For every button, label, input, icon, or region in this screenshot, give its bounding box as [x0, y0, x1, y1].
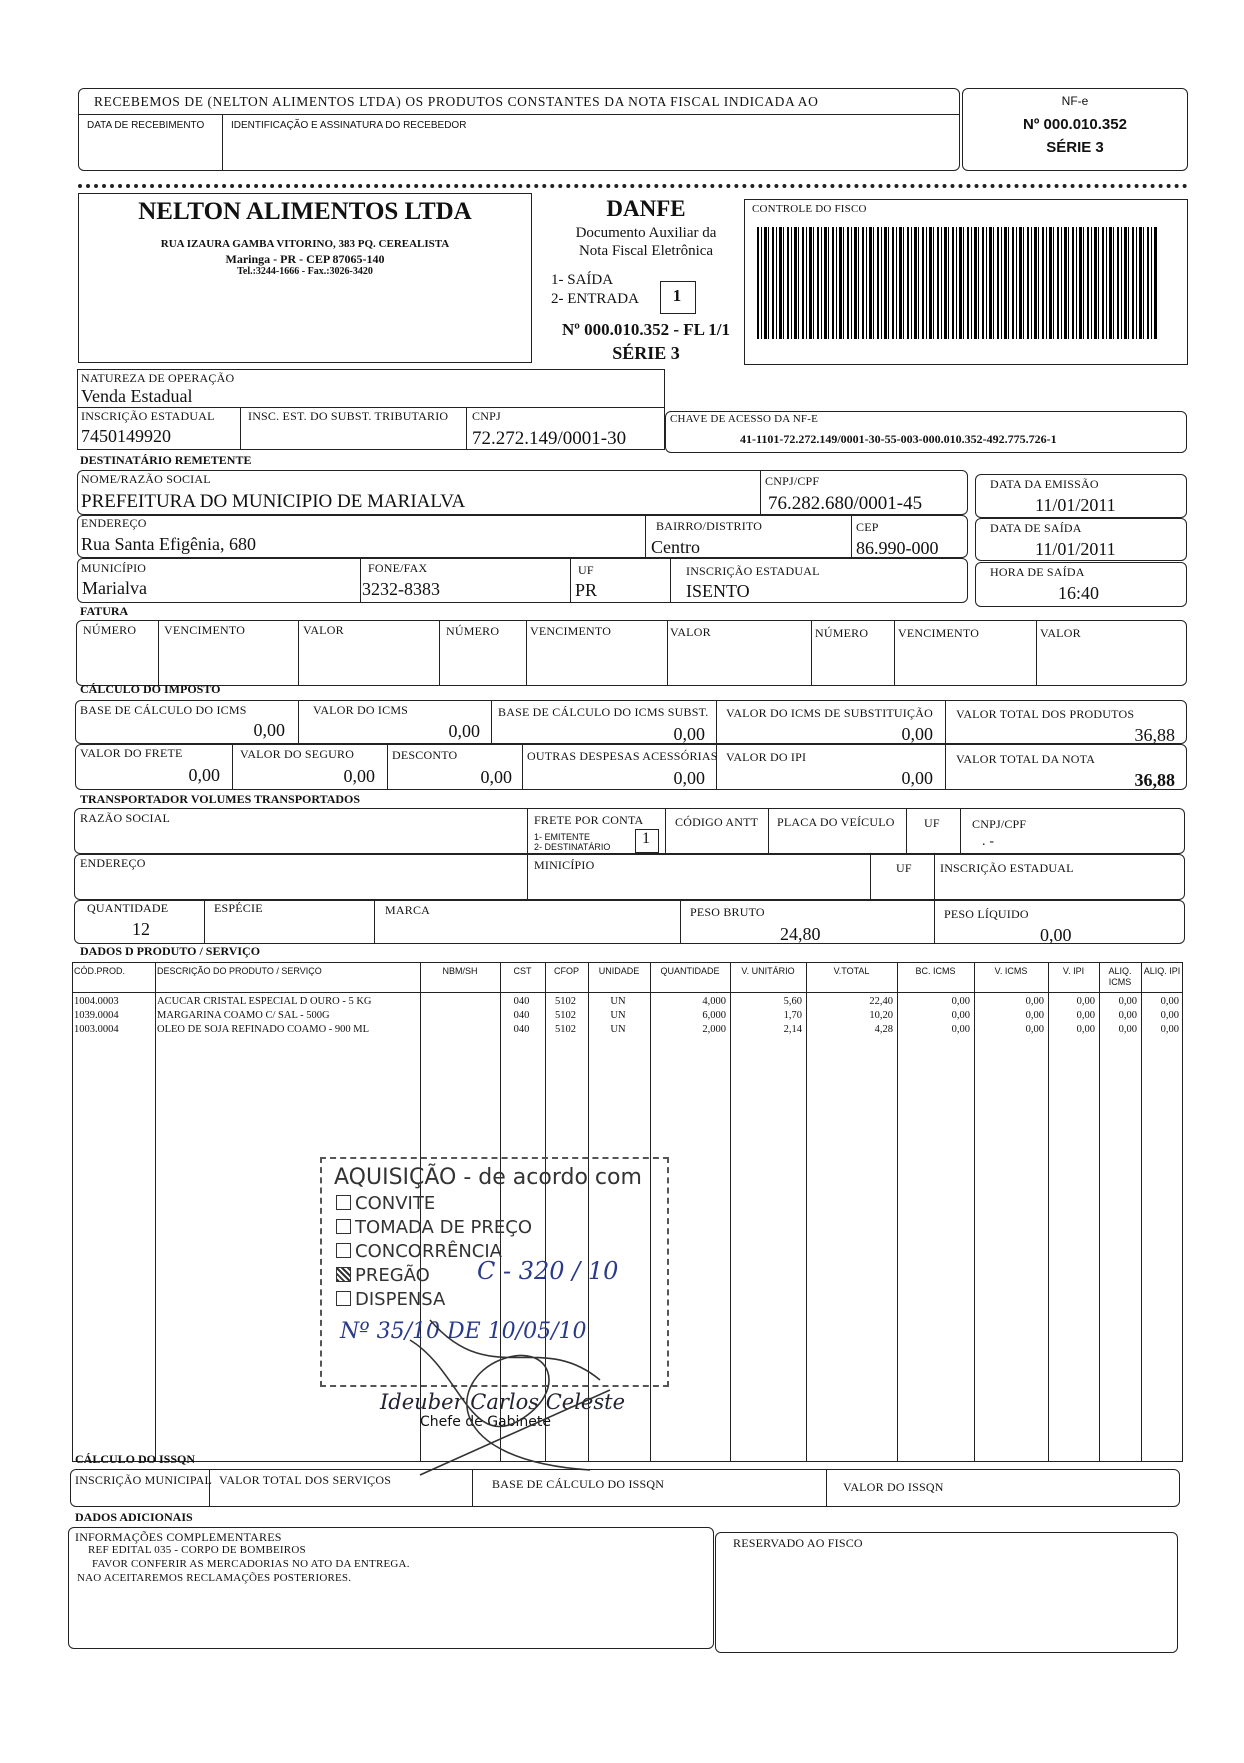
ie-value: 7450149920 [81, 426, 171, 446]
total-nota: 36,88 [1134, 770, 1175, 790]
dest-endereco: Rua Santa Efigênia, 680 [81, 534, 256, 554]
produtos-header-cell: CFOP [553, 966, 579, 976]
seguro: 0,00 [343, 766, 375, 786]
fatura-numero-1: NÚMERO [83, 623, 137, 637]
produtos-header-line [72, 992, 1183, 993]
chave-value: 41-1101-72.272.149/0001-30-55-003-000.010.352-492.775.726-1 [740, 432, 1057, 446]
transp-razao-label: RAZÃO SOCIAL [80, 811, 171, 825]
transp-ie-label: INSCRIÇÃO ESTADUAL [940, 861, 1074, 875]
dest-municipio: Marialva [82, 578, 147, 598]
produtos-cell: 0,00 [1118, 996, 1137, 1007]
base-subst-label: BASE DE CÁLCULO DO ICMS SUBST. [498, 705, 709, 719]
ipi: 0,00 [901, 768, 933, 788]
produtos-cell: 0,00 [1025, 1024, 1044, 1035]
tr3-div1 [204, 900, 205, 944]
transp-municipio-label: MINICÍPIO [534, 858, 595, 872]
base-icms: 0,00 [253, 720, 285, 740]
produtos-cell: OLEO DE SOJA REFINADO COAMO - 900 ML [157, 1024, 370, 1035]
produtos-cell: 22,40 [869, 996, 893, 1007]
produtos-header-cell: V. IPI [1062, 966, 1085, 976]
stamp-opt1-label: CONVITE [355, 1193, 436, 1214]
fatura-valor-2: VALOR [670, 625, 711, 639]
dest-saida: 11/01/2011 [1035, 539, 1116, 559]
transp-cnpj: . - [982, 834, 995, 849]
imp2-div2 [387, 744, 388, 790]
issqn-base-label: BASE DE CÁLCULO DO ISSQN [492, 1477, 665, 1491]
produtos-cell: 1039.0004 [74, 1010, 119, 1021]
fatura-vencimento-2: VENCIMENTO [530, 624, 612, 638]
produtos-header-cell: BC. ICMS [915, 966, 956, 976]
fatura-valor-1: VALOR [303, 623, 344, 637]
dest-hora: 16:40 [1058, 583, 1100, 603]
icms-subst-label: VALOR DO ICMS DE SUBSTITUIÇÃO [726, 706, 933, 720]
fatura-vencimento-1: VENCIMENTO [164, 623, 246, 637]
dest-uf-divider [570, 558, 571, 603]
produtos-cell: 6,000 [702, 1010, 726, 1021]
info-line2: FAVOR CONFERIR AS MERCADORIAS NO ATO DA ENTREGA. [92, 1558, 410, 1570]
dest-emissao-label: DATA DA EMISSÃO [990, 477, 1099, 491]
emitente-endereco: RUA IZAURA GAMBA VITORINO, 383 PQ. CEREALISTA [160, 238, 450, 250]
produtos-header-cell: ALIQ. IPI [1143, 966, 1181, 976]
identificacao-label: IDENTIFICAÇÃO E ASSINATURA DO RECEBEDOR [231, 120, 467, 131]
checkbox-icon [336, 1219, 351, 1234]
transp-frete-value: 1 [642, 830, 650, 847]
fatura-div7 [894, 620, 895, 686]
dest-emissao: 11/01/2011 [1035, 495, 1116, 515]
dest-ie-label: INSCRIÇÃO ESTADUAL [686, 564, 820, 578]
stamp-opt4-label: PREGÃO [355, 1265, 430, 1286]
produtos-cell: 0,00 [1076, 1010, 1095, 1021]
stamp-opt1 [336, 1193, 435, 1214]
seguro-label: VALOR DO SEGURO [240, 747, 355, 761]
danfe-title: DANFE [606, 196, 686, 221]
natureza-label: NATUREZA DE OPERAÇÃO [81, 371, 235, 385]
dest-cnpj-label: CNPJ/CPF [765, 474, 820, 488]
cnpj-label: CNPJ [472, 409, 501, 423]
tr-div4 [906, 808, 907, 854]
fatura-div3 [439, 620, 440, 686]
tr3-div2 [374, 900, 375, 944]
adicionais-section: DADOS ADICIONAIS [75, 1510, 193, 1524]
checked-box-icon [336, 1267, 351, 1282]
especie-label: ESPÉCIE [214, 901, 263, 915]
danfe-subtitle2: Nota Fiscal Eletrônica [578, 243, 714, 259]
dest-cnpj-divider [760, 470, 761, 515]
stamp-numero: Nº 35/10 DE 10/05/10 [340, 1319, 587, 1344]
produtos-cell: 0,00 [1160, 996, 1179, 1007]
emitente-telefone: Tel.:3244-1666 - Fax.:3026-3420 [237, 266, 373, 277]
produtos-column-divider [806, 962, 807, 1462]
outras: 0,00 [673, 768, 705, 788]
produtos-header-cell: CST [513, 966, 532, 976]
fatura-div5 [667, 620, 668, 686]
canhoto-serie: SÉRIE 3 [1046, 139, 1104, 156]
produtos-cell: 0,00 [951, 1024, 970, 1035]
tr-div5 [960, 808, 961, 854]
produtos-header-cell: QUANTIDADE [660, 966, 720, 976]
base-subst: 0,00 [673, 724, 705, 744]
valor-icms-label: VALOR DO ICMS [313, 703, 409, 717]
produtos-header-cell: NBM/SH [442, 966, 478, 976]
cut-line [78, 184, 1188, 188]
ie-label: INSCRIÇÃO ESTADUAL [81, 409, 215, 423]
produtos-cell: 0,00 [951, 996, 970, 1007]
fisco-label: RESERVADO AO FISCO [733, 1536, 863, 1550]
produtos-cell: 0,00 [1160, 1024, 1179, 1035]
transportador-section: TRANSPORTADOR VOLUMES TRANSPORTADOS [80, 792, 361, 806]
danfe-serie: SÉRIE 3 [612, 343, 680, 363]
produtos-cell: 1,70 [783, 1010, 802, 1021]
produtos-cell: 0,00 [1025, 996, 1044, 1007]
tr3-div3 [680, 900, 681, 944]
produtos-cell: 0,00 [1118, 1010, 1137, 1021]
danfe-numero: Nº 000.010.352 - FL 1/1 [561, 320, 731, 339]
fatura-numero-2: NÚMERO [446, 624, 500, 638]
produtos-cell: 1003.0004 [74, 1024, 119, 1035]
stamp-opt4 [336, 1265, 430, 1286]
produtos-cell: 0,00 [1076, 1024, 1095, 1035]
ipi-label: VALOR DO IPI [726, 750, 807, 764]
icms-subst: 0,00 [901, 724, 933, 744]
dest-cnpj: 76.282.680/0001-45 [768, 493, 923, 514]
dest-fone: 3232-8383 [362, 579, 440, 599]
produtos-cell: 0,00 [1076, 996, 1095, 1007]
imp-div4 [945, 700, 946, 744]
produtos-cell: 0,00 [1118, 1024, 1137, 1035]
produtos-cell: 2,14 [783, 1024, 802, 1035]
produtos-header-cell: V. ICMS [994, 966, 1028, 976]
fatura-div6 [811, 620, 812, 686]
cnpj-divider [466, 408, 467, 450]
imp2-div3 [522, 744, 523, 790]
produtos-cell: 0,00 [1025, 1010, 1044, 1021]
produtos-column-divider [897, 962, 898, 1462]
info-line3: NAO ACEITAREMOS RECLAMAÇÕES POSTERIORES. [77, 1572, 352, 1584]
produtos-section: DADOS D PRODUTO / SERVIÇO [80, 944, 261, 958]
produtos-cell: ACUCAR CRISTAL ESPECIAL D OURO - 5 KG [157, 996, 372, 1007]
dest-ie: ISENTO [686, 581, 750, 601]
issqn-servicos-label: VALOR TOTAL DOS SERVIÇOS [219, 1473, 392, 1487]
transp-antt-label: CÓDIGO ANTT [675, 815, 759, 829]
produtos-cell: 040 [513, 1010, 530, 1021]
imposto-section: CÁLCULO DO IMPOSTO [80, 682, 221, 696]
signature-scribble [400, 1300, 620, 1480]
imp-div1 [298, 700, 299, 744]
canhoto-numero: Nº 000.010.352 [1023, 116, 1127, 133]
transp-uf2-label: UF [896, 861, 912, 875]
produtos-cell: 040 [513, 996, 530, 1007]
signature-name: Ideuber Carlos Celeste [380, 1390, 625, 1414]
stamp-opt2-label: TOMADA DE PREÇO [355, 1217, 533, 1238]
produtos-cell: 5102 [555, 1024, 576, 1035]
desconto: 0,00 [480, 767, 512, 787]
dest-municipio-label: MUNICÍPIO [81, 561, 147, 575]
checkbox-icon [336, 1291, 351, 1306]
tr3-div4 [934, 900, 935, 944]
dest-uf-label: UF [578, 563, 594, 577]
issqn-div2 [472, 1469, 473, 1507]
issqn-inscricao-label: INSCRIÇÃO MUNICIPAL [75, 1473, 213, 1487]
transp-frete-opt1: 1- EMITENTE [534, 832, 591, 842]
produtos-column-divider [730, 962, 731, 1462]
dest-fone-label: FONE/FAX [368, 561, 428, 575]
produtos-header-cell: UNIDADE [598, 966, 640, 976]
info-line1: REF EDITAL 035 - CORPO DE BOMBEIROS [88, 1544, 306, 1556]
produtos-cell: UN [610, 1024, 626, 1035]
dest-nome: PREFEITURA DO MUNICIPIO DE MARIALVA [81, 491, 466, 512]
danfe-saida: 1- SAÍDA [551, 272, 614, 288]
valor-icms: 0,00 [448, 721, 480, 741]
base-icms-label: BASE DE CÁLCULO DO ICMS [80, 703, 247, 717]
produtos-cell: MARGARINA COAMO C/ SAL - 500G [157, 1010, 330, 1021]
produtos-header-cell: ALIQ. ICMS [1108, 966, 1132, 987]
produtos-cell: UN [610, 1010, 626, 1021]
canhoto-vdivider [222, 114, 223, 170]
marca-label: MARCA [385, 903, 431, 917]
total-nota-label: VALOR TOTAL DA NOTA [956, 752, 1096, 766]
fatura-div4 [526, 620, 527, 686]
produtos-cell: 4,28 [874, 1024, 893, 1035]
checkbox-icon [336, 1243, 351, 1258]
transp-cnpj-label: CNPJ/CPF [972, 817, 1027, 831]
tr-div3 [768, 808, 769, 854]
dest-uf: PR [575, 580, 598, 600]
produtos-column-divider [1141, 962, 1142, 1462]
data-recebimento-label: DATA DE RECEBIMENTO [87, 120, 205, 131]
fatura-valor-3: VALOR [1040, 626, 1081, 640]
peso-liquido-label: PESO LÍQUIDO [944, 907, 1029, 921]
barcode [757, 227, 1157, 339]
produtos-cell: 040 [513, 1024, 530, 1035]
total-produtos: 36,88 [1134, 725, 1175, 745]
danfe-tipo: 1 [672, 286, 682, 305]
info-label: INFORMAÇÕES COMPLEMENTARES [75, 1530, 282, 1544]
stamp-opt3-label: CONCORRÊNCIA [355, 1241, 502, 1262]
dest-saida-label: DATA DE SAÍDA [990, 521, 1082, 535]
produtos-column-divider [155, 962, 156, 1462]
issqn-div3 [826, 1469, 827, 1507]
fatura-div2 [298, 620, 299, 686]
canhoto-nfe-label: NF-e [1061, 94, 1089, 108]
frete: 0,00 [188, 765, 220, 785]
signature-cargo: Chefe de Gabinete [420, 1414, 551, 1430]
dest-bairro-divider [645, 515, 646, 558]
produtos-cell: 4,000 [702, 996, 726, 1007]
destinatario-section: DESTINATÁRIO REMETENTE [80, 453, 252, 467]
produtos-cell: 0,00 [1160, 1010, 1179, 1021]
tr2-div2 [870, 854, 871, 900]
peso-bruto-label: PESO BRUTO [690, 905, 765, 919]
fatura-div8 [1036, 620, 1037, 686]
frete-label: VALOR DO FRETE [80, 746, 183, 760]
transp-endereco-label: ENDEREÇO [80, 856, 146, 870]
fatura-div1 [158, 620, 159, 686]
checkbox-icon [336, 1195, 351, 1210]
stamp-title: AQUISIÇÃO - de acordo com [334, 1165, 642, 1190]
produtos-header-cell: CÓD.PROD. [74, 966, 126, 976]
issqn-section: CÁLCULO DO ISSQN [75, 1452, 196, 1466]
controle-fisco-label: CONTROLE DO FISCO [752, 203, 867, 215]
dest-cep-divider [851, 515, 852, 558]
natureza-value: Venda Estadual [81, 386, 193, 406]
produtos-cell: 2,000 [702, 1024, 726, 1035]
canhoto-text: RECEBEMOS DE (NELTON ALIMENTOS LTDA) OS PRODUTOS CONSTANTES DA NOTA FISCAL INDICADA AO [94, 94, 819, 109]
produtos-cell: 5102 [555, 1010, 576, 1021]
canhoto-divider [79, 114, 959, 115]
dest-municipio-box [77, 558, 968, 603]
chave-label: CHAVE DE ACESSO DA NF-E [670, 413, 819, 425]
produtos-cell: 1004.0003 [74, 996, 119, 1007]
transp-uf-label: UF [924, 816, 940, 830]
tr-div1 [527, 808, 528, 854]
stamp-pregao-num: C - 320 / 10 [477, 1257, 619, 1285]
dest-cep: 86.990-000 [856, 538, 939, 558]
imp-div3 [716, 700, 717, 744]
produtos-header-cell: V. UNITÁRIO [741, 966, 795, 976]
imp2-div1 [232, 744, 233, 790]
produtos-cell: 5,60 [783, 996, 802, 1007]
dest-endereco-label: ENDEREÇO [81, 516, 147, 530]
danfe-entrada: 2- ENTRADA [551, 291, 639, 307]
outras-label: OUTRAS DESPESAS ACESSÓRIAS [527, 749, 718, 763]
dest-bairro-label: BAIRRO/DISTRITO [656, 519, 763, 533]
produtos-cell: 5102 [555, 996, 576, 1007]
issqn-valor-label: VALOR DO ISSQN [843, 1480, 944, 1494]
produtos-header-cell: V.TOTAL [833, 966, 870, 976]
fatura-numero-3: NÚMERO [815, 626, 869, 640]
produtos-column-divider [1048, 962, 1049, 1462]
ie-divider [240, 408, 241, 450]
quantidade-label: QUANTIDADE [87, 901, 169, 915]
dest-hora-label: HORA DE SAÍDA [990, 565, 1085, 579]
danfe-subtitle1: Documento Auxiliar da [575, 225, 717, 241]
dest-fone-divider [360, 558, 361, 603]
peso-bruto: 24,80 [780, 924, 821, 944]
fatura-section: FATURA [80, 604, 129, 618]
dest-bairro: Centro [651, 537, 700, 557]
produtos-cell: 10,20 [869, 1010, 893, 1021]
fatura-vencimento-3: VENCIMENTO [898, 626, 980, 640]
produtos-column-divider [1099, 962, 1100, 1462]
transp-frete-opt2: 2- DESTINATÁRIO [534, 842, 611, 852]
stamp-opt2 [336, 1217, 532, 1238]
emitente-cidade: Maringa - PR - CEP 87065-140 [225, 252, 385, 266]
desconto-label: DESCONTO [392, 748, 458, 762]
dest-ie-divider [670, 558, 671, 603]
produtos-header-cell: DESCRIÇÃO DO PRODUTO / SERVIÇO [157, 966, 322, 976]
imp-div2 [491, 700, 492, 744]
produtos-cell: 0,00 [951, 1010, 970, 1021]
produtos-cell: UN [610, 996, 626, 1007]
stamp-opt5-label: DISPENSA [355, 1289, 446, 1310]
cnpj-value: 72.272.149/0001-30 [472, 428, 627, 449]
tr2-div1 [527, 854, 528, 900]
tr2-div3 [934, 854, 935, 900]
produtos-column-divider [974, 962, 975, 1462]
insc-subst-label: INSC. EST. DO SUBST. TRIBUTARIO [248, 409, 449, 423]
quantidade: 12 [132, 919, 150, 939]
imp2-div5 [945, 744, 946, 790]
dest-nome-label: NOME/RAZÃO SOCIAL [81, 472, 211, 486]
tr-div2 [665, 808, 666, 854]
dest-cep-label: CEP [856, 520, 879, 534]
transp-frete-label: FRETE POR CONTA [534, 813, 644, 827]
emitente-nome: NELTON ALIMENTOS LTDA [138, 198, 472, 225]
total-produtos-label: VALOR TOTAL DOS PRODUTOS [956, 707, 1135, 721]
transp-placa-label: PLACA DO VEÍCULO [777, 815, 895, 829]
peso-liquido: 0,00 [1040, 925, 1072, 945]
